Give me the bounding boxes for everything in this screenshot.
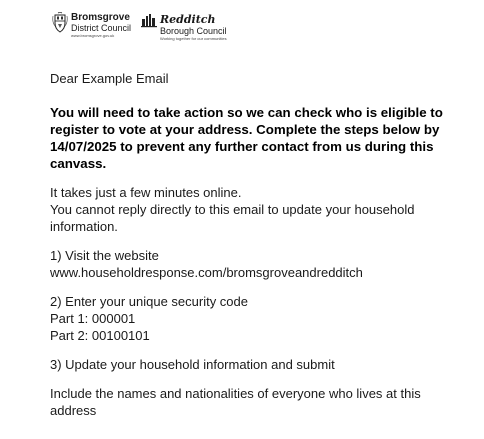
step-1 <box>50 247 470 281</box>
include-note: Include the names and nationalities of everyone who lives at this address <box>50 386 421 418</box>
step-2 <box>50 293 470 344</box>
security-code-part-1: Part 1: 000001 <box>50 311 136 326</box>
step-2-title: 2) Enter your unique security code <box>50 294 248 309</box>
bromsgrove-name: Bromsgrove <box>71 12 130 23</box>
email-body <box>50 70 470 431</box>
redditch-tagline: Working together for our communities <box>160 36 227 41</box>
step-1-title: 1) Visit the website <box>50 248 159 263</box>
security-code-part-2: Part 2: 00100101 <box>50 328 150 343</box>
bromsgrove-url: www.bromsgrove.gov.uk <box>71 33 115 38</box>
redditch-logo <box>141 12 227 41</box>
step-3-title: 3) Update your household information and submit <box>50 357 335 372</box>
intro-text <box>50 184 470 235</box>
skyline-icon <box>141 12 157 28</box>
intro-line-1: It takes just a few minutes online. <box>50 185 242 200</box>
action-notice: You will need to take action so we can check who is eligible to register to vote at your address. Complete the steps below by 14/07/2025 to prevent any further contact from us during this canvass. <box>50 105 443 171</box>
redditch-subtitle: Borough Council <box>160 26 227 36</box>
bromsgrove-logo <box>52 12 131 38</box>
header-logos <box>52 12 227 41</box>
greeting: Dear Example Email <box>50 71 169 86</box>
crest-icon <box>52 12 68 34</box>
redditch-name: Redditch <box>160 13 216 26</box>
bromsgrove-subtitle: District Council <box>71 23 132 33</box>
intro-line-2: You cannot reply directly to this email to update your household information. <box>50 202 415 234</box>
website-link[interactable]: www.householdresponse.com/bromsgroveandredditch <box>50 265 363 280</box>
